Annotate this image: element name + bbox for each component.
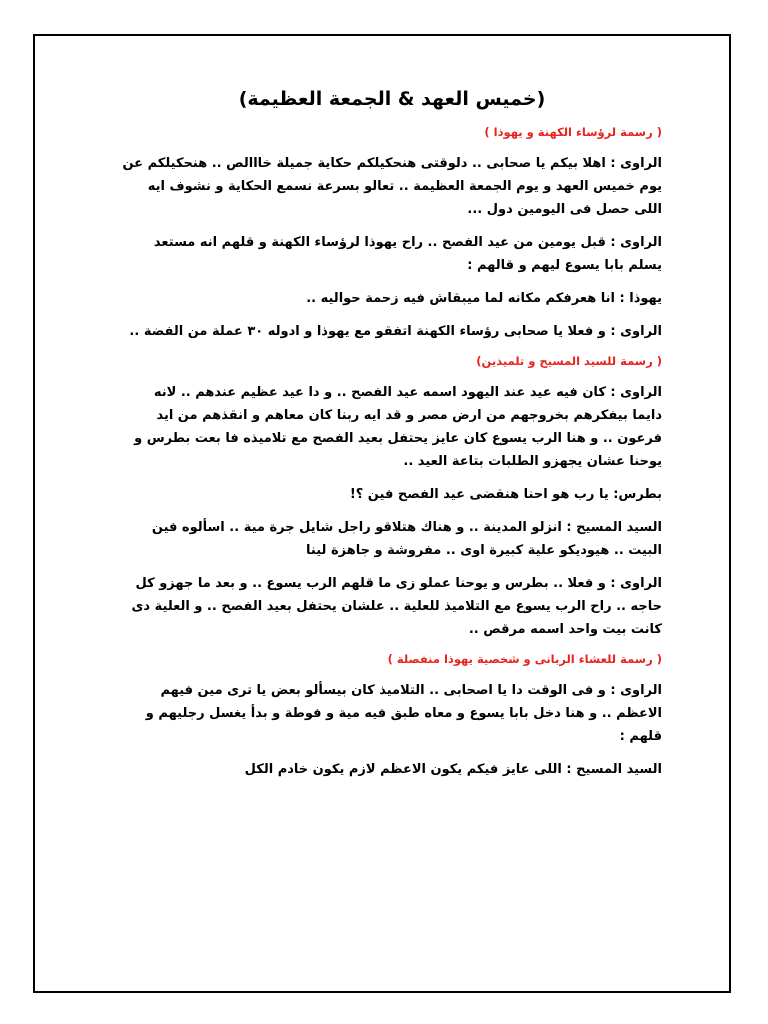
dialogue-paragraph: يهوذا : انا هعرفكم مكانه لما ميبقاش فيه زحمة حواليه .. (306, 291, 662, 306)
narration-paragraph: الراوى : و فى الوقت دا يا اصحابى .. التلاميذ كان بيسألو بعض يا ترى مين فيهم الاعظم .. و هنا دخل بابا يسوع و معاه طبق فيه مية و فوطة و بدأ يغسل رجليهم و قلهم : (145, 683, 662, 744)
dialogue-paragraph: بطرس: يا رب هو احنا هنقضى عيد الفصح فين ؟! (349, 487, 662, 502)
page-border-bottom-line (36, 991, 729, 992)
dialogue-paragraph: السيد المسيح : انزلو المدينة .. و هناك هتلاقو راجل شايل جرة مية .. اسألوه فين البيت .. هيوديكو علية كبيرة اوى .. مفروشة و جاهزة لينا (151, 520, 662, 558)
document-title: (خميس العهد & الجمعة العظيمة) (238, 88, 546, 110)
dialogue-paragraph: السيد المسيح : اللى عايز فيكم يكون الاعظم لازم يكون خادم الكل (244, 762, 662, 777)
narration-paragraph: الراوى : كان فيه عيد عند اليهود اسمه عيد الفصح .. و دا عيد عظيم عندهم .. لانه دايما بيفكرهم بخروجهم من ارض مصر و قد ايه ربنا كان معاهم و انقذهم من ايد فرعون .. و هنا الرب يسوع كان عايز يحتفل بعيد الفصح مع تلاميذه فا بعت بطرس و يوحنا عشان يجهزو الطلبات بتاعة العيد .. (134, 385, 662, 469)
narration-paragraph: الراوى : و فعلا يا صحابى رؤساء الكهنة اتفقو مع يهوذا و ادوله ٣٠ عملة من الفضة .. (129, 324, 662, 339)
narration-paragraph: الراوى : قبل يومين من عيد الفصح .. راح يهوذا لرؤساء الكهنة و قلهم انه مستعد يسلم بابا يسوع ليهم و قالهم : (153, 235, 662, 273)
narration-paragraph: الراوى : اهلا بيكم يا صحابى .. دلوقتى هنحكيلكم حكاية جميلة خااالص .. هنحكيلكم عن يوم خميس العهد و يوم الجمعة العظيمة .. تعالو بسرعة نسمع الحكاية و نشوف ايه اللى حصل فى اليومين دول ... (122, 156, 662, 217)
narration-paragraph: الراوى : و فعلا .. بطرس و يوحنا عملو زى ما قلهم الرب يسوع .. و بعد ما جهزو كل حاجه .. راح الرب يسوع مع التلاميذ للعلية .. علشان يحتفل بعيد الفصح .. و العلية دى كانت بيت واحد اسمه مرقص .. (131, 576, 662, 637)
document-body (122, 80, 662, 791)
scene-note: ( رسمة للسيد المسيح و تلميذين) (476, 354, 662, 368)
scene-note: ( رسمة للعشاء الربانى و شخصية يهوذا منفصلة ) (387, 652, 662, 666)
scene-note: ( رسمة لرؤساء الكهنة و يهوذا ) (484, 125, 662, 139)
